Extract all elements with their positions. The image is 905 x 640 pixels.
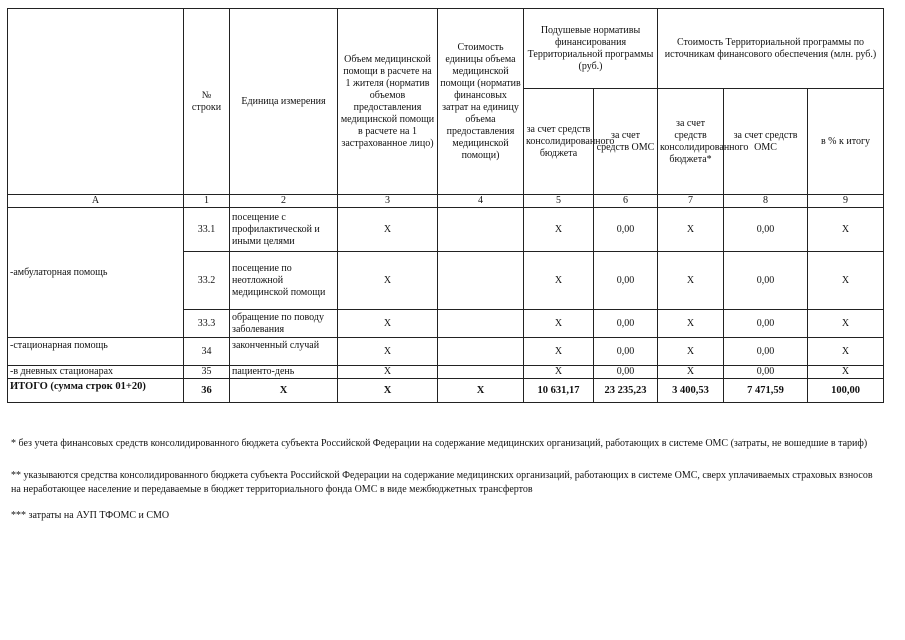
col-letter: 8 [724,195,808,208]
table-row [8,366,884,379]
cell-c4 [438,366,524,379]
col-letter: А [8,195,184,208]
cell-c4 [438,310,524,338]
cell-c7: X [658,252,724,310]
total-c3: X [338,379,438,403]
col-letter: 9 [808,195,884,208]
row-name: -амбулаторная помощь [8,208,184,338]
cell-c4 [438,208,524,252]
row-unit: пациенто-день [230,366,338,379]
cell-c7: X [658,310,724,338]
column-letters-row [8,195,884,208]
row-number: 35 [184,366,230,379]
cell-c9: X [808,208,884,252]
cell-c3: X [338,338,438,366]
cell-c6: 0,00 [594,252,658,310]
cell-c5: X [524,208,594,252]
total-c5: 10 631,17 [524,379,594,403]
cell-c3: X [338,310,438,338]
row-number: 33.3 [184,310,230,338]
cell-c8: 0,00 [724,208,808,252]
cell-c7: X [658,208,724,252]
header-cost: Стоимость единицы объема медицинской помощи (норматив финансовых затрат на единицу объема предоставления медицинской помощи) [438,9,524,195]
cell-c5: X [524,338,594,366]
col-letter: 2 [230,195,338,208]
cell-c4 [438,252,524,310]
header-oms-2: за счет средств ОМС [724,89,808,195]
total-row [8,379,884,403]
footnote-1: * без учета финансовых средств консолидированного бюджета субъекта Российской Федерации на содержание медицинских организаций, работающих в системе ОМС (затраты, не вошедшие в тариф) [11,438,868,449]
row-unit: посещение с профилактической и иными целями [230,208,338,252]
col-letter: 1 [184,195,230,208]
total-c7: 3 400,53 [658,379,724,403]
cell-c3: X [338,366,438,379]
cell-c7: X [658,338,724,366]
cell-c5: X [524,310,594,338]
header-col-a [8,9,184,195]
header-oms: за счет средств ОМС [594,89,658,195]
cell-c5: X [524,252,594,310]
header-program-cost: Стоимость Территориальной программы по источникам финансового обеспечения (млн. руб.) [658,9,884,89]
header-per-capita: Подушевые нормативы финансирования Территориальной программы (руб.) [524,9,658,89]
row-number: 33.1 [184,208,230,252]
row-unit: обращение по поводу заболевания [230,310,338,338]
cell-c6: 0,00 [594,208,658,252]
cell-c4 [438,338,524,366]
cell-c5: X [524,366,594,379]
header-volume: Объем медицинской помощи в расчете на 1 жителя (норматив объемов предоставления медицинской помощи в расчете на 1 застрахованное лицо) [338,9,438,195]
row-unit: посещение по неотложной медицинской помощи [230,252,338,310]
table-row [8,338,884,366]
cell-c9: X [808,366,884,379]
footnote-3: *** затраты на АУП ТФОМС и СМО [11,510,170,521]
footnote-2: ** указываются средства консолидированного бюджета субъекта Российской Федерации на содержание медицинских организаций, работающих в системе ОМС, сверх уплачиваемых страховых взносов на неработающее население и передаваемые в бюджет территориального фонда ОМС в виде межбюджетных трансфертов [11,470,873,495]
row-name: -в дневных стационарах [8,366,184,379]
cell-c7: X [658,366,724,379]
header-consolidated-star: за счет средств консолидированного бюджета* [658,89,724,195]
col-letter: 7 [658,195,724,208]
cell-c8: 0,00 [724,252,808,310]
header-unit: Единица измерения [230,9,338,195]
cell-c8: 0,00 [724,366,808,379]
row-name: -стационарная помощь [8,338,184,366]
program-cost-table [7,8,884,403]
row-number: 34 [184,338,230,366]
col-letter: 5 [524,195,594,208]
header-percent: в % к итогу [808,89,884,195]
total-c4: X [438,379,524,403]
header-row-1 [8,9,884,89]
header-row-number: № строки [184,9,230,195]
cell-c9: X [808,252,884,310]
total-unit: X [230,379,338,403]
col-letter: 6 [594,195,658,208]
cell-c8: 0,00 [724,338,808,366]
total-c9: 100,00 [808,379,884,403]
total-number: 36 [184,379,230,403]
col-letter: 3 [338,195,438,208]
row-unit: законченный случай [230,338,338,366]
header-consolidated: за счет средств консолидированного бюджета [524,89,594,195]
col-letter: 4 [438,195,524,208]
cell-c3: X [338,252,438,310]
cell-c6: 0,00 [594,338,658,366]
total-c8: 7 471,59 [724,379,808,403]
cell-c8: 0,00 [724,310,808,338]
cell-c3: X [338,208,438,252]
cell-c9: X [808,338,884,366]
total-c6: 23 235,23 [594,379,658,403]
cell-c6: 0,00 [594,310,658,338]
cell-c6: 0,00 [594,366,658,379]
cell-c9: X [808,310,884,338]
row-number: 33.2 [184,252,230,310]
total-name: ИТОГО (сумма строк 01+20) [8,379,184,403]
table-row [8,208,884,252]
